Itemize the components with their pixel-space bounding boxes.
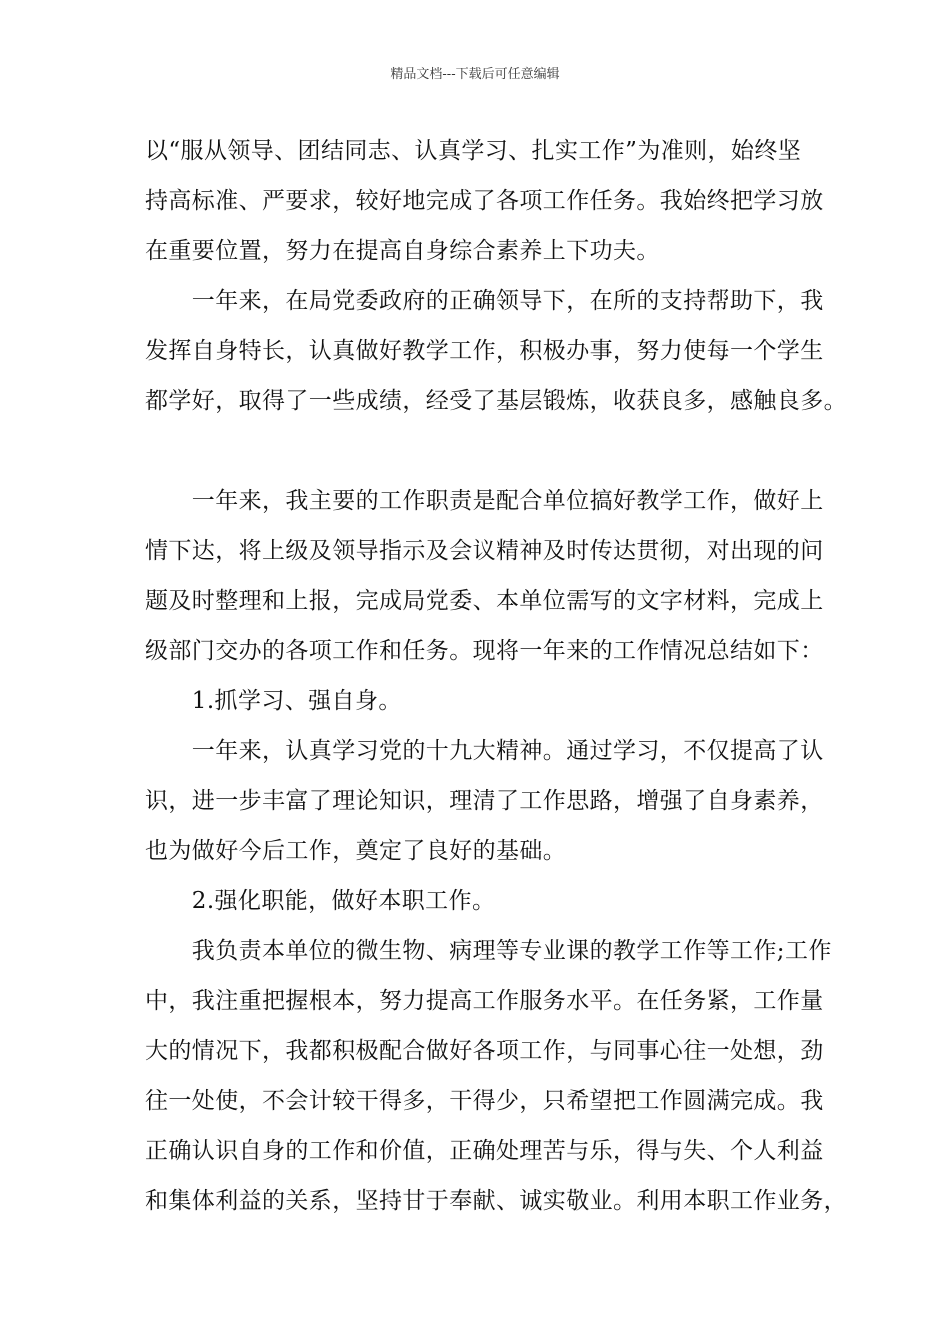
text-line: 正确认识自身的工作和价值，正确处理苦与乐，得与失、个人利益 (145, 1138, 824, 1164)
text-line: 大的情况下，我都积极配合做好各项工作，与同事心往一处想，劲 (145, 1038, 824, 1064)
text-line: 一年来，我主要的工作职责是配合单位搞好教学工作，做好上 (145, 488, 824, 514)
page-header: 精品文档---下载后可任意编辑 (390, 67, 560, 82)
text-line: 在重要位置，努力在提高自身综合素养上下功夫。 (145, 238, 660, 264)
text-line: 都学好，取得了一些成绩，经受了基层锻炼，收获良多，感触良多。 (145, 388, 847, 414)
section-heading: 1.抓学习、强自身。 (145, 688, 402, 714)
text-line: 也为做好今后工作，奠定了良好的基础。 (145, 838, 567, 864)
section-heading: 2.强化职能，做好本职工作。 (145, 888, 496, 914)
text-line: 级部门交办的各项工作和任务。现将一年来的工作情况总结如下： (145, 638, 824, 664)
text-line: 持高标准、严要求，较好地完成了各项工作任务。我始终把学习放 (145, 188, 824, 214)
text-line: 以“服从领导、团结同志、认真学习、扎实工作”为准则，始终坚 (145, 138, 802, 164)
text-line: 一年来，在局党委政府的正确领导下，在所的支持帮助下，我 (145, 288, 824, 314)
text-line: 识，进一步丰富了理论知识，理清了工作思路，增强了自身素养， (145, 788, 824, 814)
text-line: 发挥自身特长，认真做好教学工作，积极办事，努力使每一个学生 (145, 338, 824, 364)
text-line: 题及时整理和上报，完成局党委、本单位需写的文字材料，完成上 (145, 588, 824, 614)
text-line: 一年来，认真学习党的十九大精神。通过学习，不仅提高了认 (145, 738, 824, 764)
text-line: 我负责本单位的微生物、病理等专业课的教学工作等工作;工作 (145, 938, 832, 964)
text-line: 和集体利益的关系，坚持甘于奉献、诚实敬业。利用本职工作业务， (145, 1188, 847, 1214)
text-line: 往一处使，不会计较干得多，干得少，只希望把工作圆满完成。我 (145, 1088, 824, 1114)
text-line: 中，我注重把握根本，努力提高工作服务水平。在任务紧，工作量 (145, 988, 824, 1014)
text-line: 情下达，将上级及领导指示及会议精神及时传达贯彻，对出现的问 (145, 538, 824, 564)
